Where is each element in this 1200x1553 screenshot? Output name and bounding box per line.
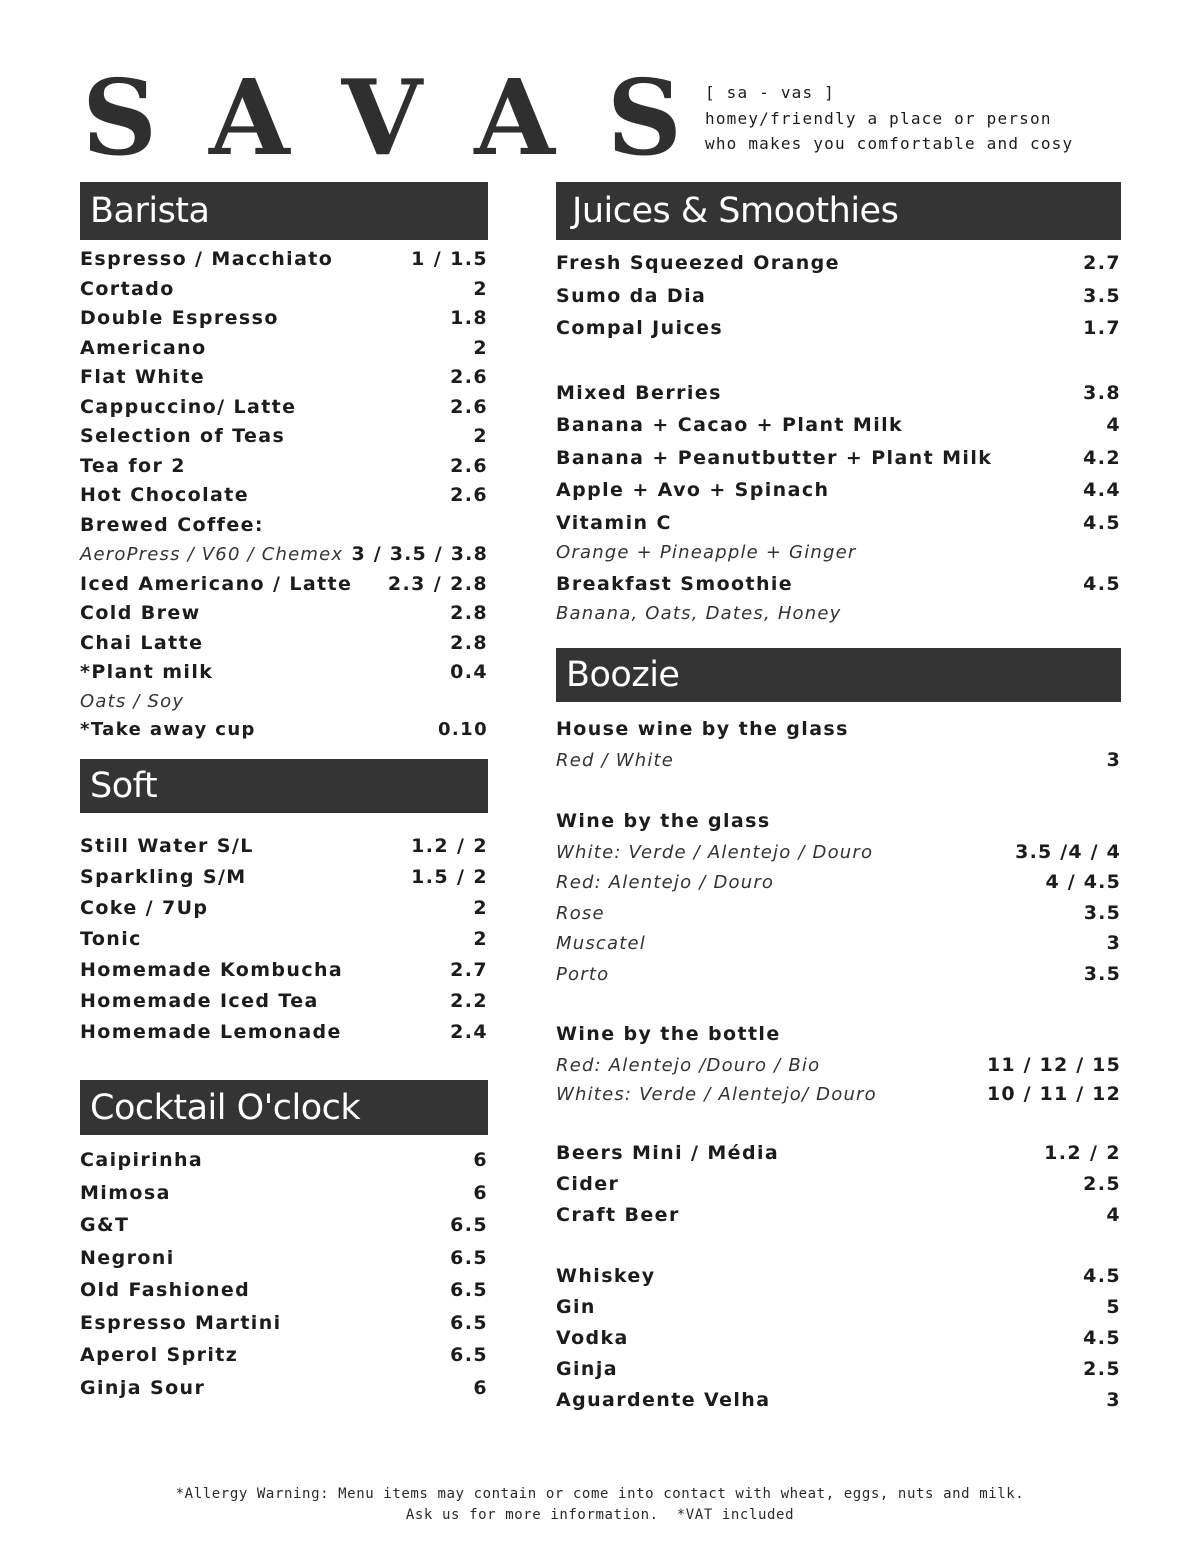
logo-letter: A (209, 56, 290, 179)
section-title: Boozie (556, 648, 1121, 702)
menu-item-detail (556, 603, 1121, 633)
menu-item (80, 897, 488, 928)
item-name: House wine by the glass (556, 718, 849, 740)
item-name: Whites: Verde / Alentejo/ Douro (556, 1083, 877, 1105)
item-price: 1.5 / 2 (411, 866, 488, 888)
item-price: 2 (473, 928, 488, 950)
menu-item (80, 632, 488, 662)
logo-letter: S (606, 56, 682, 179)
menu-item (80, 1247, 488, 1280)
menu-item (556, 285, 1121, 318)
section-barista (80, 182, 488, 749)
menu-item (80, 248, 488, 278)
item-name: Banana + Peanutbutter + Plant Milk (556, 446, 993, 469)
menu-item-detail (556, 1054, 1121, 1083)
menu-item (80, 719, 488, 749)
item-name: Porto (556, 963, 610, 985)
item-name: Espresso Martini (80, 1311, 282, 1334)
item-name: Hot Chocolate (80, 484, 249, 506)
menu-item-detail (556, 963, 1121, 994)
item-name: Tea for 2 (80, 454, 186, 477)
item-name: *Take away cup (80, 718, 256, 740)
item-name: Aguardente Velha (556, 1388, 771, 1411)
item-name: Whiskey (556, 1264, 656, 1287)
item-price: 6.5 (450, 1214, 488, 1236)
item-name: Cider (556, 1172, 620, 1195)
item-price: 6 (473, 1376, 488, 1399)
section-boozie (556, 648, 1121, 1420)
menu-item (556, 479, 1121, 512)
item-name: G&T (80, 1214, 130, 1236)
menu-item-detail (556, 542, 1121, 573)
menu-item-detail (556, 749, 1121, 780)
item-name: Chai Latte (80, 631, 204, 654)
item-name: Gin (556, 1295, 596, 1318)
item-price: 2.6 (450, 395, 488, 418)
item-price: 2.5 (1083, 1357, 1121, 1380)
menu-item (556, 1389, 1121, 1420)
menu-item (556, 573, 1121, 603)
item-price: 2.8 (450, 631, 488, 654)
item-name: Orange + Pineapple + Ginger (556, 541, 857, 563)
item-price: 3.5 (1083, 284, 1121, 307)
item-price: 0.4 (450, 661, 488, 683)
item-name: Banana, Oats, Dates, Honey (556, 602, 842, 624)
item-price: 5 (1106, 1295, 1121, 1318)
item-price: 4.5 (1083, 1326, 1121, 1349)
menu-item (80, 337, 488, 367)
item-name: Wine by the glass (556, 810, 771, 832)
item-name: Vitamin C (556, 511, 672, 534)
item-price: 1.8 (450, 307, 488, 329)
item-price: 3.8 (1083, 381, 1121, 404)
menu-item-heading (556, 810, 1121, 841)
item-price: 4 / 4.5 (1045, 871, 1121, 893)
item-name: Double Espresso (80, 307, 279, 329)
item-name: Beers Mini / Média (556, 1141, 780, 1164)
item-name: Apple + Avo + Spinach (556, 479, 830, 501)
item-price: 3.5 (1083, 901, 1121, 924)
info-note: Ask us for more information. *VAT included (405, 1507, 795, 1523)
item-price: 2.3 / 2.8 (387, 572, 488, 595)
menu-item-detail (556, 932, 1121, 963)
item-price: 6.5 (450, 1279, 488, 1301)
item-price: 3.5 (1083, 962, 1121, 985)
item-name: Mixed Berries (556, 381, 722, 404)
item-name: Fresh Squeezed Orange (556, 252, 840, 274)
item-name: Muscatel (556, 933, 646, 954)
item-name: Cortado (80, 277, 175, 300)
item-price: 6.5 (450, 1246, 488, 1269)
menu-item-detail (556, 1083, 1121, 1112)
item-price: 2.7 (1083, 252, 1121, 274)
menu-item (556, 447, 1121, 480)
section-cocktail (80, 1080, 488, 1409)
item-price: 3 (1106, 748, 1121, 771)
section-soft (80, 759, 488, 1052)
item-name: Rose (556, 902, 605, 924)
item-name: Compal Juices (556, 317, 724, 339)
menu-item (80, 990, 488, 1021)
menu-item (80, 1149, 488, 1182)
item-name: AeroPress / V60 / Chemex (80, 544, 344, 565)
menu-item (80, 1279, 488, 1312)
item-name: Sumo da Dia (556, 284, 707, 307)
menu-item (556, 1204, 1121, 1235)
menu-item (80, 1021, 488, 1052)
item-name: Homemade Iced Tea (80, 990, 319, 1012)
item-price: 3 (1106, 1388, 1121, 1411)
menu-item-detail (556, 841, 1121, 872)
item-name: Cappuccino/ Latte (80, 395, 297, 418)
menu-item (80, 484, 488, 514)
item-price: 4.5 (1083, 1264, 1121, 1287)
item-price: 10 / 11 / 12 (986, 1082, 1121, 1105)
item-name: Brewed Coffee: (80, 513, 264, 536)
item-name: Sparkling S/M (80, 866, 247, 888)
menu-item (80, 514, 488, 544)
section-title: Soft (80, 759, 488, 813)
menu-item (80, 928, 488, 959)
item-price: 1.7 (1083, 317, 1121, 339)
item-price: 6.5 (450, 1311, 488, 1334)
section-title: Barista (80, 182, 488, 240)
menu-item (556, 1142, 1121, 1173)
item-price: 2 (473, 425, 488, 447)
pronunciation: [ sa - vas ] (705, 83, 835, 102)
item-name: Banana + Cacao + Plant Milk (556, 414, 904, 436)
allergy-warning: *Allergy Warning: Menu items may contain or come into contact with wheat, eggs, nuts and milk. (175, 1486, 1025, 1502)
item-name: Iced Americano / Latte (80, 572, 353, 595)
menu-item (80, 1377, 488, 1410)
item-price: 4.4 (1083, 479, 1121, 501)
item-price: 2.7 (450, 959, 488, 981)
item-name: Still Water S/L (80, 835, 254, 857)
menu-item (80, 455, 488, 485)
menu-item (556, 414, 1121, 447)
menu-item (80, 573, 488, 603)
item-price: 2.4 (450, 1021, 488, 1043)
item-price: 2.2 (450, 990, 488, 1012)
item-price: 2 (473, 897, 488, 919)
menu-item (80, 366, 488, 396)
menu-item (80, 602, 488, 632)
right-column (556, 182, 1121, 1411)
item-name: Espresso / Macchiato (80, 248, 334, 270)
item-price: 3 / 3.5 / 3.8 (351, 543, 488, 565)
item-name: Selection of Teas (80, 425, 286, 447)
item-price: 4 (1106, 414, 1121, 436)
item-price: 2.5 (1083, 1172, 1121, 1195)
menu-item (80, 1344, 488, 1377)
menu-item-detail (556, 871, 1121, 902)
menu-item (556, 317, 1121, 350)
menu-item (80, 835, 488, 866)
item-price: 2.6 (450, 366, 488, 388)
item-price: 6 (473, 1181, 488, 1204)
item-price: 6 (473, 1149, 488, 1171)
menu-item (556, 1296, 1121, 1327)
item-name: Homemade Lemonade (80, 1021, 342, 1043)
item-name: Mimosa (80, 1181, 171, 1204)
menu-item (80, 278, 488, 308)
item-price: 4.5 (1083, 572, 1121, 595)
item-price: 2.6 (450, 454, 488, 477)
item-name: Red: Alentejo / Douro (556, 872, 775, 893)
logo-letter: S (82, 56, 158, 179)
menu-item (556, 1327, 1121, 1358)
menu-item (80, 959, 488, 990)
menu-item (556, 252, 1121, 285)
item-name: Caipirinha (80, 1149, 204, 1171)
menu-item (556, 382, 1121, 415)
item-price: 3.5 /4 / 4 (1015, 840, 1121, 863)
item-name: Craft Beer (556, 1203, 680, 1226)
item-price: 4.2 (1083, 446, 1121, 469)
item-name: Old Fashioned (80, 1279, 251, 1301)
menu-item (80, 1182, 488, 1215)
item-name: Flat White (80, 366, 205, 388)
item-name: Oats / Soy (80, 690, 185, 712)
item-name: Ginja (556, 1357, 618, 1380)
item-price: 2.8 (450, 602, 488, 624)
item-price: 2.6 (450, 484, 488, 506)
item-price: 2 (473, 277, 488, 300)
item-price: 3 (1106, 932, 1121, 954)
section-title: Juices & Smoothies (556, 182, 1121, 240)
menu-item (80, 1312, 488, 1345)
menu-item (556, 1358, 1121, 1389)
item-name: Breakfast Smoothie (556, 572, 794, 595)
item-price: 11 / 12 / 15 (986, 1053, 1121, 1076)
item-name: White: Verde / Alentejo / Douro (556, 841, 874, 863)
menu-item (556, 1173, 1121, 1204)
logo-letter: V (341, 56, 423, 179)
item-price: 0.10 (437, 718, 488, 740)
item-name: Americano (80, 336, 207, 359)
menu-item (80, 396, 488, 426)
item-name: Vodka (556, 1326, 629, 1349)
item-name: Wine by the bottle (556, 1023, 781, 1045)
brand-definition (705, 80, 1175, 157)
menu-item (80, 661, 488, 691)
brand-logo (82, 58, 682, 178)
item-price: 1.2 / 2 (411, 835, 488, 857)
section-title: Cocktail O'clock (80, 1080, 488, 1135)
item-name: Red / White (556, 749, 675, 771)
item-price: 6.5 (450, 1344, 488, 1366)
section-juices (556, 182, 1121, 633)
item-name: Negroni (80, 1246, 175, 1269)
item-name: Tonic (80, 928, 142, 950)
item-name: *Plant milk (80, 661, 214, 683)
item-name: Homemade Kombucha (80, 959, 344, 981)
logo-letter: A (474, 56, 555, 179)
item-name: Ginja Sour (80, 1376, 206, 1399)
item-name: Aperol Spritz (80, 1344, 239, 1366)
menu-item-heading (556, 1023, 1121, 1054)
item-price: 4.5 (1083, 511, 1121, 534)
item-price: 2 (473, 336, 488, 359)
definition-line: who makes you comfortable and cosy (705, 134, 1074, 153)
menu-item-detail (80, 543, 488, 573)
definition-line: homey/friendly a place or person (705, 108, 1052, 128)
item-price: 1 / 1.5 (411, 248, 488, 270)
item-price: 4 (1106, 1203, 1121, 1226)
menu-item (556, 512, 1121, 542)
menu-item-detail (556, 902, 1121, 933)
menu-item (556, 1265, 1121, 1296)
item-name: Red: Alentejo /Douro / Bio (556, 1054, 821, 1076)
menu-item-heading (556, 718, 1121, 749)
menu-item (80, 1214, 488, 1247)
left-column (80, 182, 488, 1399)
menu-item (80, 425, 488, 455)
menu-item-detail (80, 691, 488, 719)
item-name: Coke / 7Up (80, 897, 209, 919)
allergy-footer (0, 1484, 1200, 1526)
item-name: Cold Brew (80, 602, 201, 624)
menu-item (80, 307, 488, 337)
menu-item (80, 866, 488, 897)
item-price: 1.2 / 2 (1044, 1141, 1121, 1164)
